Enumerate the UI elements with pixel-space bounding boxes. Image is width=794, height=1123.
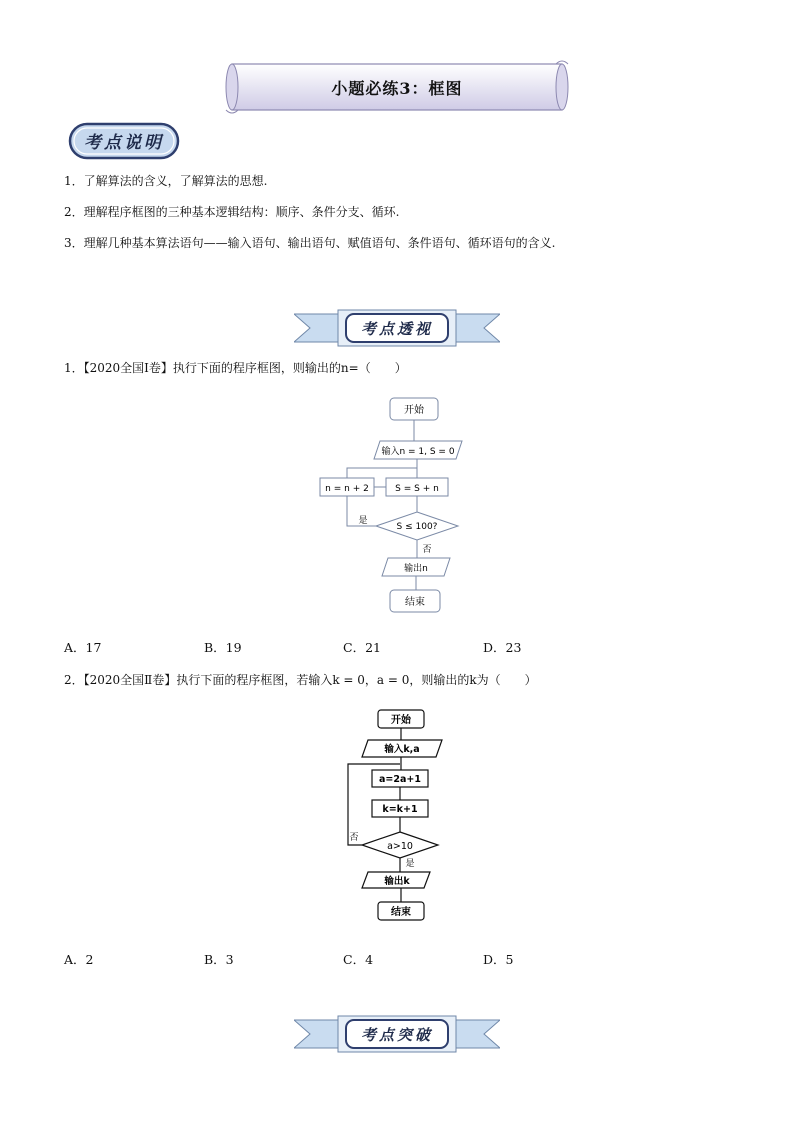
fc2-cond-label: a>10 [387,841,413,852]
q1-option-d: D．23 [483,640,522,655]
fc1-end-label: 结束 [405,597,425,608]
q2-option-c: C．4 [343,952,374,967]
q2-option-b: B．3 [204,952,234,967]
fc1-assign-left-label: n = n + 2 [325,484,369,494]
fc2-step2-label: k=k+1 [382,804,418,815]
fc2-input-label: 输入k,a [384,744,420,755]
flowchart-2 [330,700,480,930]
fc1-no-label: 否 [422,545,432,555]
question-1-stem: 1．【2020全国Ⅰ卷】执行下面的程序框图，则输出的n=（ ） [64,361,407,375]
q1-option-a: A．17 [64,640,102,655]
q1-option-c: C．21 [343,640,381,655]
fc1-cond-label: S ≤ 100? [396,522,438,532]
fc1-yes-label: 是 [358,516,368,526]
fc2-start-label: 开始 [391,715,411,726]
fc2-yes-label: 是 [405,859,415,869]
section-title-perspective: 考点透视 [360,320,433,338]
fc1-assign-right-label: S = S + n [395,484,439,494]
objective-2: 2．理解程序框图的三种基本逻辑结构：顺序、条件分支、循环. [64,205,400,219]
objective-3: 3．理解几种基本算法语句——输入语句、输出语句、赋值语句、条件语句、循环语句的含义. [64,236,556,250]
q2-option-a: A．2 [64,952,94,967]
fc2-output-label: 输出k [384,876,410,887]
section-badge-explain: 考点说明 [84,133,164,153]
q2-option-d: D．5 [483,952,514,967]
fc1-input-label: 输入n = 1, S = 0 [381,447,455,457]
fc2-no-label: 否 [349,833,359,843]
section-title-breakthrough: 考点突破 [360,1026,433,1044]
q1-option-b: B．19 [204,640,242,655]
objective-1: 1．了解算法的含义，了解算法的思想. [64,174,268,188]
fc1-output-label: 输出n [404,564,428,574]
question-2-stem: 2．【2020全国Ⅱ卷】执行下面的程序框图，若输入k = 0，a = 0，则输出的k为（ ） [64,673,537,687]
page-title: 小题必练3：框图 [331,79,463,98]
fc2-end-label: 结束 [391,907,411,918]
fc1-start-label: 开始 [404,405,424,416]
flowchart-1 [300,390,480,620]
fc2-step1-label: a=2a+1 [379,774,421,785]
